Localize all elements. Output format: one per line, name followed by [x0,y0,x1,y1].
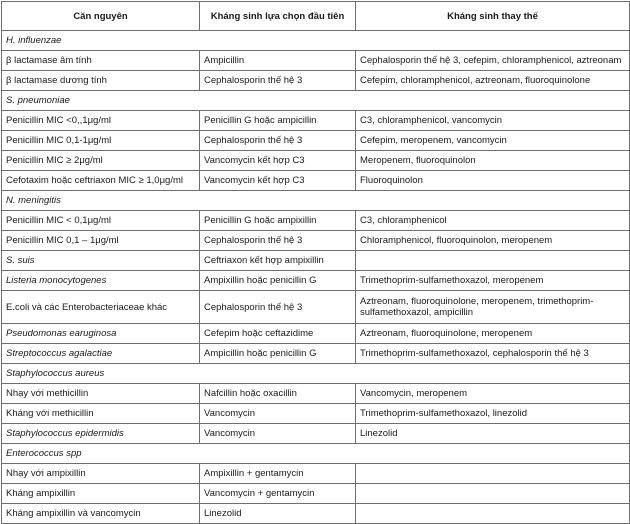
pathogen-cell: β lactamase dương tính [2,71,200,91]
first-choice-cell: Ampixillin hoặc penicillin G [200,271,356,291]
alternative-cell: Cefepim, meropenem, vancomycin [356,131,630,151]
first-choice-cell: Cephalosporin thế hệ 3 [200,71,356,91]
alternative-cell: C3, chloramphenicol, vancomycin [356,111,630,131]
pathogen-cell: β lactamase âm tính [2,51,200,71]
table-row [2,111,630,131]
header-alternative: Kháng sinh thay thế [356,2,630,31]
pathogen-cell: Listeria monocytogenes [2,271,200,291]
alternative-cell: Aztreonam, fluoroquinolone, meropenem [356,324,630,344]
pathogen-cell: Nhạy với ampixillin [2,464,200,484]
first-choice-cell: Ampixillin + gentamycin [200,464,356,484]
section-row [2,191,630,211]
section-row [2,444,630,464]
pathogen-cell: Streptococcus agalactiae [2,344,200,364]
pathogen-cell: Nhạy với methicillin [2,384,200,404]
first-choice-cell: Ampicillin hoặc penicillin G [200,344,356,364]
table-row [2,291,630,324]
table-row [2,211,630,231]
pathogen-cell: Staphylococcus epidermidis [2,424,200,444]
antibiotic-table [1,1,630,524]
header-pathogen: Căn nguyên [2,2,200,31]
first-choice-cell: Ceftriaxon kết hợp ampixillin [200,251,356,271]
pathogen-cell: Penicillin MIC 0,1-1μg/ml [2,131,200,151]
header-first-choice: Kháng sinh lựa chọn đầu tiên [200,2,356,31]
first-choice-cell: Cephalosporin thế hệ 3 [200,291,356,324]
first-choice-cell: Vancomycin + gentamycin [200,484,356,504]
first-choice-cell: Nafcillin hoặc oxacillin [200,384,356,404]
table-row [2,271,630,291]
first-choice-cell: Vancomycin [200,404,356,424]
alternative-cell: Trimethoprim-sulfamethoxazol, linezolid [356,404,630,424]
alternative-cell [356,251,630,271]
pathogen-cell: E.coli và các Enterobacteriaceae khác [2,291,200,324]
section-label: Enterococcus spp [2,444,630,464]
section-row [2,364,630,384]
alternative-cell: Cefepim, chloramphenicol, aztreonam, fluoroquinolone [356,71,630,91]
pathogen-cell: Penicillin MIC ≥ 2μg/ml [2,151,200,171]
pathogen-cell: Kháng với methicillin [2,404,200,424]
alternative-cell: Trimethoprim-sulfamethoxazol, cephalosporin thế hệ 3 [356,344,630,364]
pathogen-cell: Penicillin MIC < 0,1μg/ml [2,211,200,231]
table-row [2,424,630,444]
table-row [2,151,630,171]
first-choice-cell: Cefepim hoặc ceftazidime [200,324,356,344]
table-row [2,504,630,524]
table-row [2,324,630,344]
section-row [2,31,630,51]
pathogen-cell: Cefotaxim hoặc ceftriaxon MIC ≥ 1,0μg/ml [2,171,200,191]
table-row [2,464,630,484]
section-row [2,91,630,111]
table-row [2,484,630,504]
table-row [2,171,630,191]
table-header-row [2,2,630,31]
pathogen-cell: S. suis [2,251,200,271]
first-choice-cell: Penicillin G hoặc ampixillin [200,211,356,231]
alternative-cell: Chloramphenicol, fluoroquinolon, meropenem [356,231,630,251]
alternative-cell: C3, chloramphenicol [356,211,630,231]
table-row [2,51,630,71]
table-row [2,404,630,424]
section-label: H. influenzae [2,31,630,51]
alternative-cell: Linezolid [356,424,630,444]
pathogen-cell: Kháng ampixillin [2,484,200,504]
alternative-cell: Meropenem, fluoroquinolon [356,151,630,171]
section-label: S. pneumoniae [2,91,630,111]
section-label: Staphylococcus aureus [2,364,630,384]
section-label: N. meningitis [2,191,630,211]
alternative-cell [356,464,630,484]
pathogen-cell: Kháng ampixillin và vancomycin [2,504,200,524]
pathogen-cell: Penicillin MIC <0,,1μg/ml [2,111,200,131]
alternative-cell: Aztreonam, fluoroquinolone, meropenem, trimethoprim-sulfamethoxazol, ampicillin [356,291,630,324]
alternative-cell [356,504,630,524]
first-choice-cell: Linezolid [200,504,356,524]
table-row [2,71,630,91]
table-row [2,251,630,271]
alternative-cell: Vancomycin, meropenem [356,384,630,404]
table-row [2,384,630,404]
table-row [2,344,630,364]
table-row [2,131,630,151]
pathogen-cell: Penicillin MIC 0,1 – 1μg/ml [2,231,200,251]
pathogen-cell: Pseudomonas earuginosa [2,324,200,344]
first-choice-cell: Cephalosporin thế hệ 3 [200,231,356,251]
alternative-cell: Fluoroquinolon [356,171,630,191]
first-choice-cell: Vancomycin kết hợp C3 [200,171,356,191]
alternative-cell: Cephalosporin thế hệ 3, cefepim, chloramphenicol, aztreonam [356,51,630,71]
table-row [2,231,630,251]
first-choice-cell: Vancomycin [200,424,356,444]
alternative-cell: Trimethoprim-sulfamethoxazol, meropenem [356,271,630,291]
first-choice-cell: Penicillin G hoặc ampicillin [200,111,356,131]
first-choice-cell: Cephalosporin thế hệ 3 [200,131,356,151]
first-choice-cell: Vancomycin kết hợp C3 [200,151,356,171]
first-choice-cell: Ampicillin [200,51,356,71]
alternative-cell [356,484,630,504]
table-body [2,31,630,524]
